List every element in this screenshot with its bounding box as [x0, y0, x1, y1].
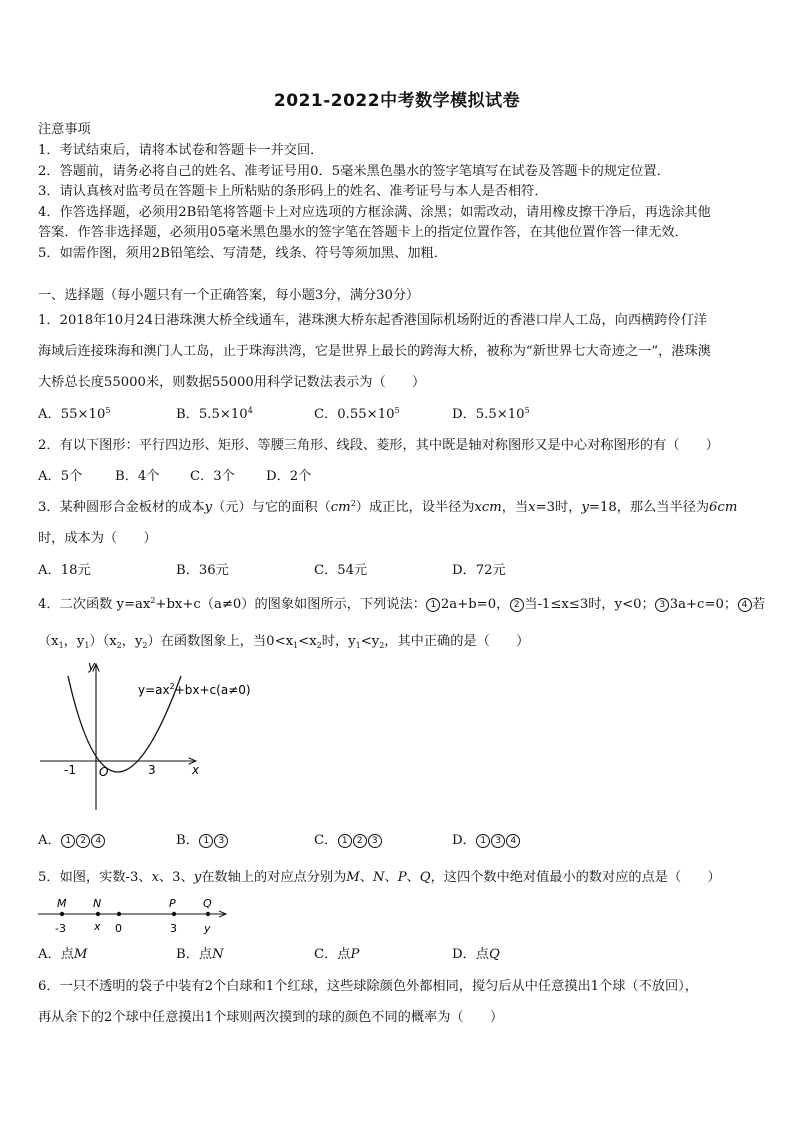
exponent: 5 — [105, 406, 111, 415]
value-neg3: -3 — [55, 922, 66, 935]
value-0: 0 — [115, 922, 122, 935]
notice-item-5: 5．如需作图，须用2B铅笔绘、写清楚，线条、符号等须加黑、加粗． — [38, 246, 447, 261]
q5-option-c: C．点P — [314, 947, 360, 962]
q3-option-a: A．18元 — [38, 563, 91, 578]
x-axis-label: x — [192, 763, 200, 777]
q4-line-1 — [38, 596, 765, 614]
q2-option-b: B．4个 — [115, 469, 160, 484]
text: +bx+c（a≠0）的图象如图所示，下列说法： — [155, 597, 426, 612]
value-y: y — [204, 922, 211, 935]
text: ，当 — [501, 500, 529, 515]
option-label: C． — [314, 407, 338, 422]
label-Q: Q — [203, 897, 212, 910]
function-label: $y=ax^2+bx+c(a\ne 0)$ — [138, 682, 251, 697]
q3-line-2: 时，成本为（ ） — [38, 531, 157, 546]
q4-line-2: （$x_1$，$y_1)(x_2$，$y_2$）在函数图象上，当$0<x_1<x_2$时，$y_1<y_2$，其中正确的是（ ） — [38, 634, 530, 650]
var-xcm: xcm — [474, 500, 502, 515]
q4-option-d: D． 1 3 4 — [452, 832, 521, 850]
value-3: 3 — [170, 922, 177, 935]
q1-option-d — [452, 406, 530, 424]
label-P: P — [169, 897, 176, 910]
root-right-label: 3 — [148, 763, 156, 777]
exam-title: 2021-2022中考数学模拟试卷 — [273, 91, 521, 111]
option-label: D． — [452, 407, 476, 422]
point-zero — [117, 912, 121, 916]
number-line — [36, 894, 236, 938]
point-Q — [206, 912, 210, 916]
circled-number: 1 — [426, 598, 440, 612]
exponent: 5 — [394, 406, 400, 415]
q2-option-d: D．2个 — [266, 469, 312, 484]
statement: 当-1≤x≤3时，y<0； — [524, 597, 655, 612]
origin-label: O — [99, 765, 109, 779]
circled-number: 3 — [655, 598, 669, 612]
q6-line-2: 再从余下的2个球中任意摸出1个球则两次摸到的球的颜色不同的概率为（ ） — [38, 1010, 504, 1025]
point-M — [60, 912, 64, 916]
option-label: B． — [176, 407, 199, 422]
q1-option-b — [176, 406, 253, 424]
q5-option-d: D．点Q — [452, 947, 500, 962]
statement: 3a+c=0； — [669, 597, 738, 612]
var-y: y — [204, 500, 213, 515]
notice-item-4-cont: 答案．作答非选择题，必须用05毫米黑色墨水的签字笔在答题卡上的指定位置作答，在其他位置作答一律无效． — [38, 225, 688, 240]
q3-line-1 — [38, 499, 737, 517]
root-left-label: -1 — [64, 763, 76, 777]
option-value: 55×10 — [60, 407, 106, 422]
var-y: y — [581, 500, 589, 515]
unit-cm: cm — [330, 500, 351, 515]
q1-line-2: 海域后连接珠海和澳门人工岛，止于珠海洪湾，它是世界上最长的跨海大桥，被称为“新世界七大奇迹之一”，港珠澳 — [38, 344, 711, 359]
q4-option-a: A． 1 2 4 — [38, 832, 106, 850]
label-N: N — [93, 897, 102, 910]
point-P — [172, 912, 176, 916]
statement: 若 — [752, 597, 766, 612]
text: 3．某种圆形合金板材的成本 — [38, 500, 205, 515]
statement: 2a+b=0， — [440, 597, 510, 612]
q2-option-a: A．5个 — [38, 469, 83, 484]
option-label: A． — [38, 407, 61, 422]
q2-text: 2．有以下图形：平行四边形、矩形、等腰三角形、线段、菱形，其中既是轴对称图形又是中心对称图形的有（ ） — [38, 438, 719, 453]
option-value: 0.55×10 — [337, 407, 395, 422]
q3-option-d: D．72元 — [452, 563, 506, 578]
q2-option-c: C．3个 — [190, 469, 235, 484]
parabola-graph — [36, 658, 266, 818]
circled-number: 4 — [738, 598, 752, 612]
notice-item-4: 4．作答选择题，必须用2B铅笔将答题卡上对应选项的方框涂满、涂黑；如需改动，请用橡皮擦干净后，再选涂其他 — [38, 205, 711, 220]
q1-option-a — [38, 406, 110, 424]
text: 4．二次函数 y=ax — [38, 597, 151, 612]
section-heading: 一、选择题（每小题只有一个正确答案，每小题3分，满分30分） — [38, 288, 420, 303]
value-x: x — [94, 920, 101, 933]
point-N — [96, 912, 100, 916]
q6-line-1: 6．一只不透明的袋子中装有2个白球和1个红球，这些球除颜色外都相同，搅匀后从中任意摸出1个球（不放回）， — [38, 979, 698, 994]
option-value: 5.5×10 — [198, 407, 248, 422]
q4-option-b: B． 1 3 — [176, 832, 229, 850]
exponent: 4 — [247, 406, 253, 415]
var-x: x — [528, 500, 536, 515]
text: （元）与它的面积（ — [212, 500, 331, 515]
value-6cm: 6cm — [709, 500, 738, 515]
label-M: M — [57, 897, 67, 910]
circled-number: 2 — [510, 598, 524, 612]
text: =3时， — [535, 500, 582, 515]
q5-option-b: B．点N — [176, 947, 224, 962]
q3-option-c: C．54元 — [314, 563, 368, 578]
q1-line-1: 1．2018年10月24日港珠澳大桥全线通车，港珠澳大桥东起香港国际机场附近的香港口岸人工岛，向西横跨伶仃洋 — [38, 313, 707, 328]
q1-option-c — [314, 406, 400, 424]
q5-option-a: A．点M — [38, 947, 88, 962]
exponent: 2 — [150, 596, 156, 605]
notice-item-2: 2．答题前，请务必将自己的姓名、准考证号用0．5毫米黑色墨水的签字笔填写在试卷及答题卡的规定位置． — [38, 164, 670, 179]
text: ）成正比，设半径为 — [355, 500, 475, 515]
notice-item-1: 1．考试结束后，请将本试卷和答题卡一并交回． — [38, 143, 324, 158]
exponent: 5 — [524, 406, 530, 415]
notice-heading: 注意事项 — [38, 122, 91, 137]
y-axis-label: y — [88, 659, 96, 673]
q4-option-c: C． 1 2 3 — [314, 832, 382, 850]
notice-item-3: 3．请认真核对监考员在答题卡上所粘贴的条形码上的姓名、准考证号与本人是否相符． — [38, 184, 548, 199]
q5-text: 5．如图，实数-3、x、3、y在数轴上的对应点分别为M、N、P、Q，这四个数中绝对值最小的数对应的点是（ ） — [38, 870, 721, 885]
q3-option-b: B．36元 — [176, 563, 229, 578]
q1-line-3: 大桥总长度55000米，则数据55000用科学记数法表示为（ ） — [38, 375, 426, 390]
exponent: 2 — [350, 499, 356, 508]
option-value: 5.5×10 — [475, 407, 525, 422]
text: =18，那么当半径为 — [588, 500, 710, 515]
